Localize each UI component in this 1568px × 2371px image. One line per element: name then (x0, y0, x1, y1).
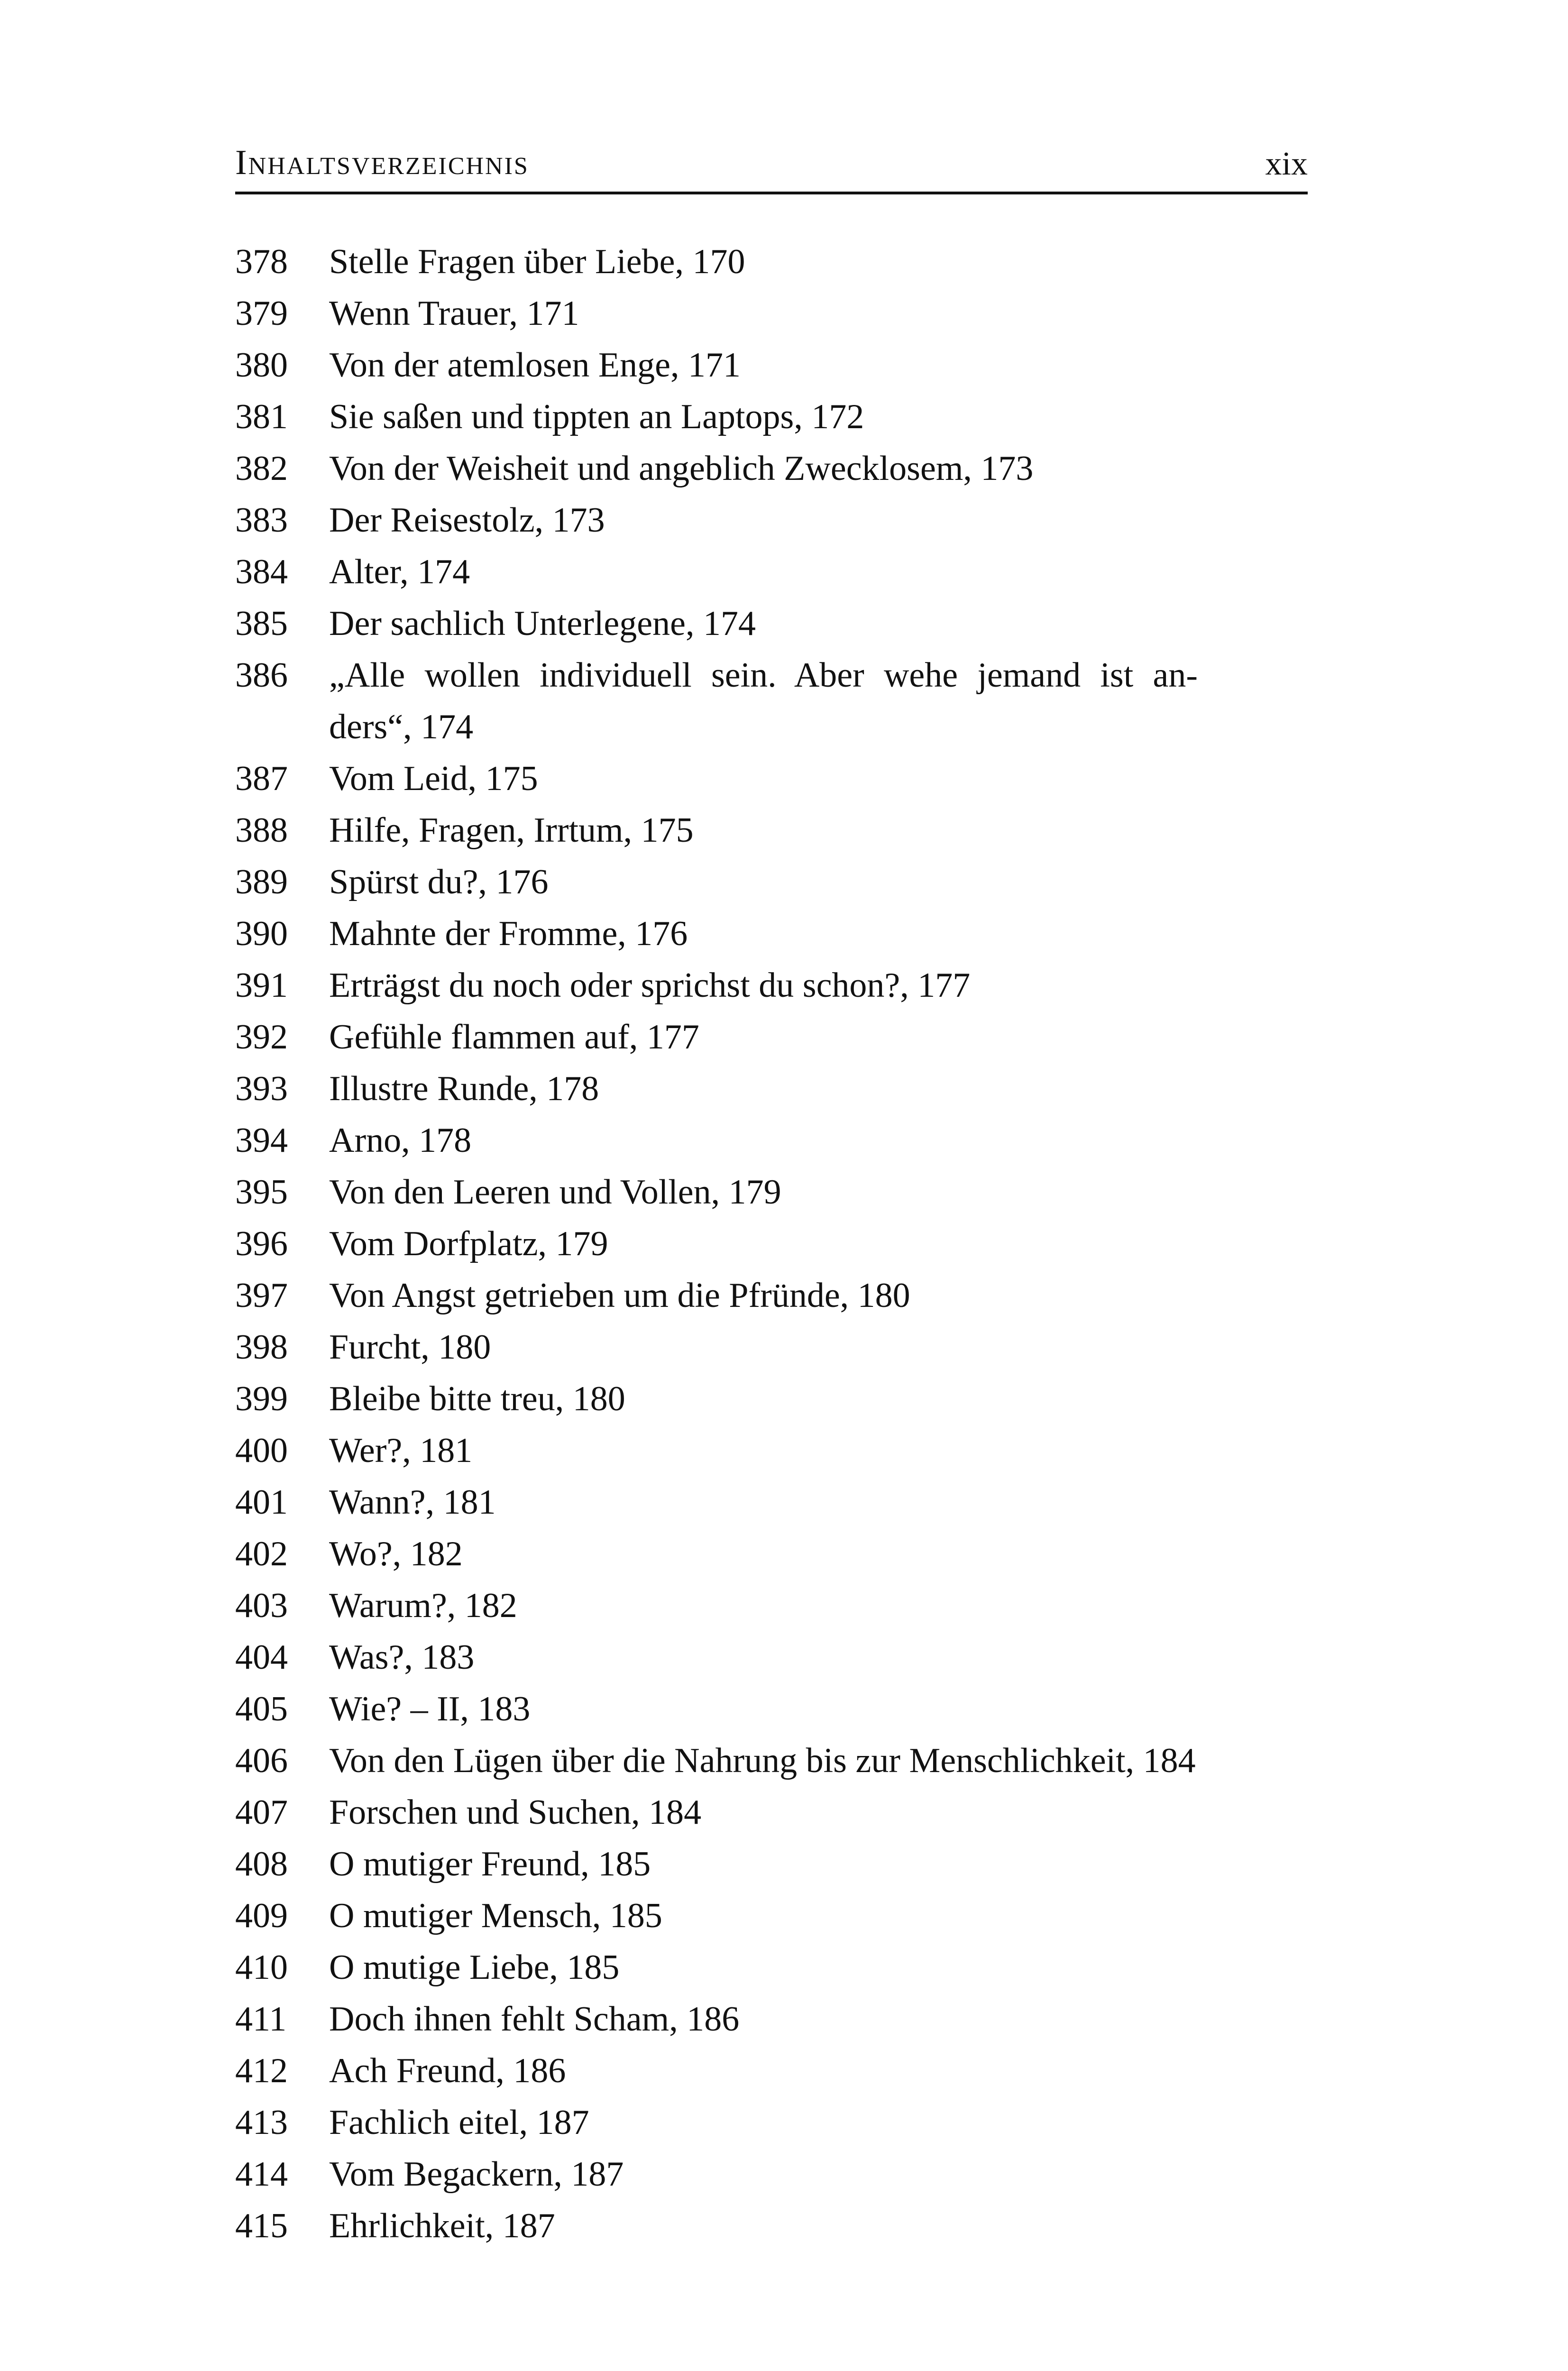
entry-title: Von den Leeren und Vollen, 179 (329, 1173, 781, 1212)
entry-number: 415 (235, 2206, 288, 2245)
entry-number: 411 (235, 2000, 287, 2039)
entry-title: Fachlich eitel, 187 (329, 2103, 589, 2142)
entry-number: 405 (235, 1690, 288, 1728)
toc-entry (235, 1683, 1308, 1735)
entry-number: 384 (235, 552, 288, 591)
entry-title: Wo?, 182 (329, 1535, 463, 1573)
entry-number: 381 (235, 397, 288, 436)
entry-title: Mahnte der Fromme, 176 (329, 914, 688, 953)
toc-entry (235, 1942, 1308, 1994)
entry-title: Spürst du?, 176 (329, 863, 549, 901)
toc-entry (235, 1167, 1308, 1218)
entry-number: 401 (235, 1483, 288, 1522)
entry-title: Wer?, 181 (329, 1431, 473, 1470)
toc-entry (235, 1011, 1308, 1063)
entry-title: Von der atemlosen Enge, 171 (329, 346, 741, 385)
entry-number: 390 (235, 914, 288, 953)
toc-entry (235, 598, 1308, 650)
toc-entry (235, 1528, 1308, 1580)
entry-title: Sie saßen und tippten an Laptops, 172 (329, 397, 864, 436)
toc-entry (235, 1735, 1308, 1787)
entry-title: Vom Leid, 175 (329, 759, 538, 798)
toc-entry (235, 1580, 1308, 1632)
toc-entry (235, 1270, 1308, 1322)
running-header (235, 142, 1308, 190)
entry-title: Von den Lügen über die Nahrung bis zur Menschlichkeit, 184 (329, 1741, 1196, 1780)
entry-number: 414 (235, 2155, 288, 2194)
entry-number: 387 (235, 759, 288, 798)
entry-title: Der Reisestolz, 173 (329, 501, 605, 540)
entry-number: 409 (235, 1896, 288, 1935)
toc-entry (235, 340, 1308, 391)
entry-number: 399 (235, 1379, 288, 1418)
entry-number: 396 (235, 1224, 288, 1263)
toc-entry (235, 753, 1308, 805)
entry-number: 395 (235, 1173, 288, 1212)
entry-title: Illustre Runde, 178 (329, 1069, 599, 1108)
entry-title-line: ders“, 174 (329, 708, 474, 746)
entry-number: 391 (235, 966, 288, 1005)
toc-entry (235, 1115, 1308, 1167)
entry-title: Arno, 178 (329, 1121, 472, 1160)
entry-title: Bleibe bitte treu, 180 (329, 1379, 625, 1418)
toc-entry (235, 2200, 1308, 2252)
entry-number: 394 (235, 1121, 288, 1160)
entry-title: Der sachlich Unterlegene, 174 (329, 604, 756, 643)
toc-entry (235, 288, 1308, 340)
entry-number: 402 (235, 1535, 288, 1573)
entry-number: 400 (235, 1431, 288, 1470)
toc-entry (235, 2149, 1308, 2200)
entry-title: Doch ihnen fehlt Scham, 186 (329, 2000, 740, 2039)
entry-number: 404 (235, 1638, 288, 1677)
entry-title: Von der Weisheit und angeblich Zwecklosem, 173 (329, 449, 1034, 488)
entry-title: Wenn Trauer, 171 (329, 294, 579, 333)
entry-number: 380 (235, 346, 288, 385)
toc-entry (235, 495, 1308, 546)
toc-entry (235, 1787, 1308, 1838)
running-header-title: Inhaltsverzeichnis (235, 143, 529, 182)
entry-number: 397 (235, 1276, 288, 1315)
toc-entry (235, 2045, 1308, 2097)
entry-title: Was?, 183 (329, 1638, 475, 1677)
entry-number: 412 (235, 2051, 288, 2090)
toc-entry (235, 546, 1308, 598)
entry-number: 386 (235, 656, 288, 695)
toc-entry (235, 1322, 1308, 1373)
toc-entry (235, 2097, 1308, 2149)
entry-number: 385 (235, 604, 288, 643)
entry-number: 378 (235, 242, 288, 281)
toc-entry (235, 1218, 1308, 1270)
entry-title: Ehrlichkeit, 187 (329, 2206, 555, 2245)
toc-entry (235, 236, 1308, 288)
entry-title: O mutiger Mensch, 185 (329, 1896, 662, 1935)
toc-entry (235, 391, 1308, 443)
entry-title-line: „Alle wollen individuell sein. Aber wehe jemand ist an- (329, 656, 1198, 695)
entry-title: Stelle Fragen über Liebe, 170 (329, 242, 745, 281)
toc-entry (235, 1373, 1308, 1425)
entry-number: 413 (235, 2103, 288, 2142)
toc-entry (235, 1890, 1308, 1942)
toc-entry (235, 1632, 1308, 1683)
entry-title: Forschen und Suchen, 184 (329, 1793, 702, 1832)
entry-number: 403 (235, 1586, 288, 1625)
page-number: xix (1265, 146, 1308, 182)
toc-entry (235, 960, 1308, 1011)
toc-entry (235, 805, 1308, 856)
entry-title: Erträgst du noch oder sprichst du schon?, 177 (329, 966, 971, 1005)
toc-entry (235, 650, 1308, 753)
entry-number: 383 (235, 501, 288, 540)
entry-title: Warum?, 182 (329, 1586, 517, 1625)
entry-title: Gefühle flammen auf, 177 (329, 1018, 699, 1057)
entry-title: O mutige Liebe, 185 (329, 1948, 620, 1987)
toc-entry (235, 1994, 1308, 2045)
toc-entry (235, 856, 1308, 908)
entry-number: 388 (235, 811, 288, 850)
entry-title: Alter, 174 (329, 552, 470, 591)
entry-number: 392 (235, 1018, 288, 1057)
entry-number: 379 (235, 294, 288, 333)
entry-title: Vom Dorfplatz, 179 (329, 1224, 608, 1263)
entry-title: Wann?, 181 (329, 1483, 496, 1522)
toc-entry (235, 1063, 1308, 1115)
entry-title: Furcht, 180 (329, 1328, 491, 1367)
toc-entry (235, 443, 1308, 495)
header-rule (235, 192, 1308, 194)
toc-entry (235, 1477, 1308, 1528)
entry-number: 406 (235, 1741, 288, 1780)
toc-entry (235, 1425, 1308, 1477)
toc-entry (235, 908, 1308, 960)
entry-title: Vom Begackern, 187 (329, 2155, 624, 2194)
entry-title: O mutiger Freund, 185 (329, 1845, 651, 1884)
entry-title: Hilfe, Fragen, Irrtum, 175 (329, 811, 694, 850)
entry-title: Von Angst getrieben um die Pfründe, 180 (329, 1276, 910, 1315)
toc-entry (235, 1838, 1308, 1890)
entry-title (329, 650, 1198, 753)
table-of-contents (235, 236, 1308, 2252)
entry-number: 408 (235, 1845, 288, 1884)
entry-title: Wie? – II, 183 (329, 1690, 531, 1728)
entry-number: 407 (235, 1793, 288, 1832)
entry-title: Ach Freund, 186 (329, 2051, 566, 2090)
entry-number: 382 (235, 449, 288, 488)
entry-number: 393 (235, 1069, 288, 1108)
entry-number: 398 (235, 1328, 288, 1367)
entry-number: 410 (235, 1948, 288, 1987)
entry-number: 389 (235, 863, 288, 901)
